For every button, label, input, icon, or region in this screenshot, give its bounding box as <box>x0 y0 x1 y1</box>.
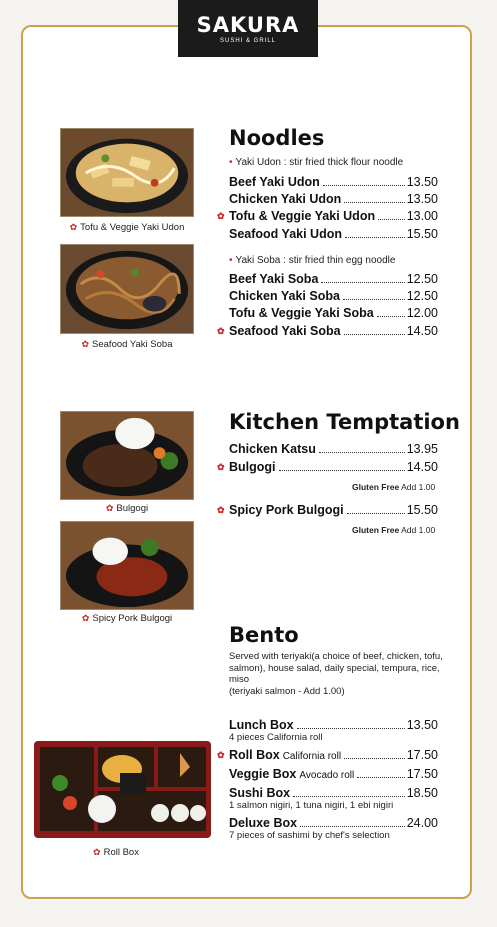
section-title-noodles: Noodles <box>229 126 325 150</box>
flower-icon: ✿ <box>217 505 225 515</box>
menu-item: Beef Yaki Udon 13.50 <box>229 175 438 189</box>
photo-spicy-pork-bulgogi <box>60 521 194 610</box>
logo-name: SAKURA <box>196 13 300 37</box>
note-yaki-soba: • Yaki Soba : stir fried thin egg noodle <box>229 255 396 266</box>
flower-icon: ✿ <box>69 222 78 232</box>
section-title-bento: Bento <box>229 623 299 647</box>
menu-item: ✿ Roll Box California roll 17.50 <box>217 748 438 762</box>
flower-icon: ✿ <box>81 339 90 349</box>
flower-icon: ✿ <box>105 503 114 513</box>
logo-tagline: SUSHI & GRILL <box>219 38 276 44</box>
menu-item: Chicken Yaki Udon 13.50 <box>229 192 438 206</box>
bento-description: Served with teriyaki(a choice of beef, chicken, tofu, salmon), house salad, daily special, tempura, rice, miso (teriyaki salmon - Add 1.00) <box>229 651 443 697</box>
photo-seafood-yaki-soba <box>60 244 194 334</box>
flower-icon: ✿ <box>217 462 225 472</box>
logo <box>178 0 318 57</box>
menu-item: ✿ Seafood Yaki Soba 14.50 <box>217 324 438 338</box>
menu-item: ✿ Bulgogi 14.50 <box>217 460 438 474</box>
menu-item: ✿ Spicy Pork Bulgogi 15.50 <box>217 503 438 517</box>
caption-seafood-yaki-soba: ✿ Seafood Yaki Soba <box>81 339 173 350</box>
photo-roll-box <box>30 723 215 840</box>
note-yaki-udon: • Yaki Udon : stir fried thick flour noodle <box>229 157 404 168</box>
caption-roll-box: ✿ Roll Box <box>93 847 139 858</box>
menu-item: Lunch Box 13.50 <box>229 718 438 732</box>
gluten-free-note: Gluten Free Add 1.00 <box>352 525 436 535</box>
menu-item: Deluxe Box 24.00 <box>229 816 438 830</box>
caption-bulgogi: ✿ Bulgogi <box>105 503 149 514</box>
item-detail: 7 pieces of sashimi by chef's selection <box>229 830 390 841</box>
item-detail: 1 salmon nigiri, 1 tuna nigiri, 1 ebi nigiri <box>229 800 394 811</box>
caption-tofu-veggie-yaki-udon: ✿ Tofu & Veggie Yaki Udon <box>69 222 185 233</box>
photo-bulgogi <box>60 411 194 500</box>
menu-item: Tofu & Veggie Yaki Soba 12.00 <box>229 306 438 320</box>
flower-icon: ✿ <box>217 750 225 760</box>
item-detail: 4 pieces California roll <box>229 732 323 743</box>
flower-icon: ✿ <box>81 613 90 623</box>
photo-tofu-veggie-yaki-udon <box>60 128 194 217</box>
menu-item: Chicken Katsu 13.95 <box>229 442 438 456</box>
menu-item: Beef Yaki Soba 12.50 <box>229 272 438 286</box>
section-title-kitchen-temptation: Kitchen Temptation <box>229 410 460 434</box>
menu-item: Chicken Yaki Soba 12.50 <box>229 289 438 303</box>
menu-item: Veggie Box Avocado roll 17.50 <box>229 767 438 781</box>
flower-icon: ✿ <box>217 326 225 336</box>
caption-spicy-pork-bulgogi: ✿ Spicy Pork Bulgogi <box>81 613 173 624</box>
menu-item: Sushi Box 18.50 <box>229 786 438 800</box>
gluten-free-note: Gluten Free Add 1.00 <box>352 482 436 492</box>
menu-item: ✿ Tofu & Veggie Yaki Udon 13.00 <box>217 209 438 223</box>
menu-item: Seafood Yaki Udon 15.50 <box>229 227 438 241</box>
flower-icon: ✿ <box>93 847 101 857</box>
flower-icon: ✿ <box>217 211 225 221</box>
